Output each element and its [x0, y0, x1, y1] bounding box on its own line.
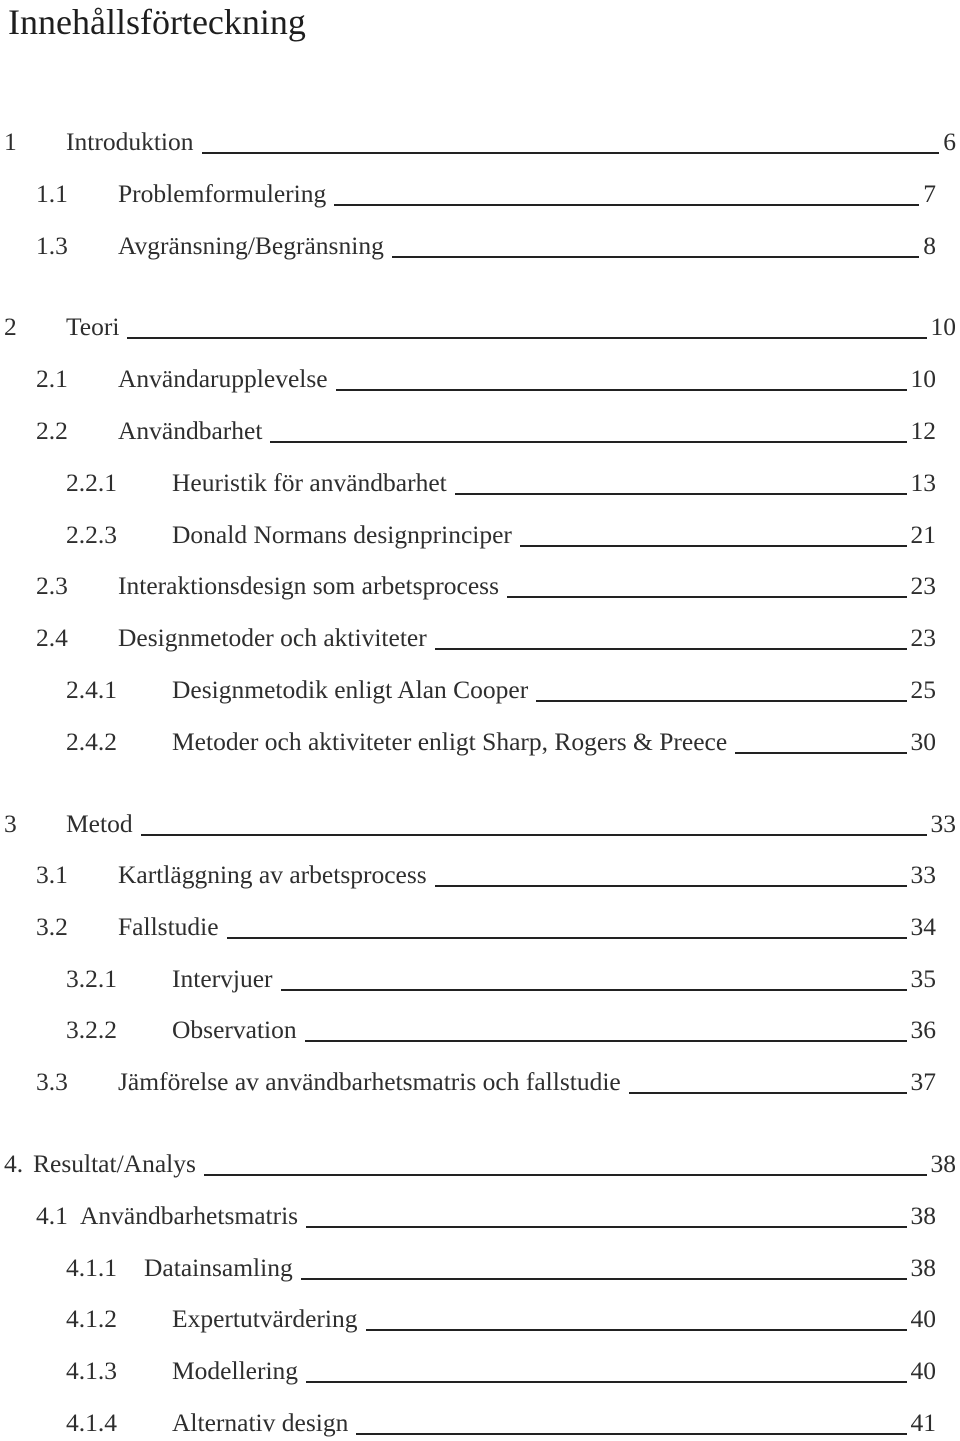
toc-entry[interactable]	[0, 961, 960, 997]
toc-entry-page-number: 23	[910, 571, 936, 600]
toc-leader-line	[301, 1278, 907, 1280]
toc-entry-page-number: 25	[910, 675, 936, 704]
toc-entry-title: Metoder och aktiviteter enligt Sharp, Rogers & Preece	[172, 727, 728, 756]
toc-entry-page-number: 38	[910, 1253, 936, 1282]
toc-entry-page-number: 41	[910, 1408, 936, 1437]
toc-entry-title: Expertutvärdering	[172, 1304, 358, 1333]
toc-entry-title: Problemformulering	[118, 179, 327, 208]
toc-leader-line	[306, 1226, 906, 1228]
toc-entry[interactable]	[0, 672, 960, 708]
toc-entry-title: Interaktionsdesign som arbetsprocess	[118, 571, 499, 600]
toc-entry-page-number: 30	[910, 727, 936, 756]
toc-entry[interactable]	[0, 1198, 960, 1234]
toc-leader-line	[629, 1092, 907, 1094]
toc-leader-line	[204, 1174, 927, 1176]
toc-leader-line	[536, 700, 906, 702]
toc-entry-number: 4.	[4, 1149, 24, 1178]
toc-entry-title: Donald Normans designprinciper	[172, 520, 512, 549]
toc-entry-title: Intervjuer	[172, 964, 273, 993]
toc-entry-page-number: 8	[923, 231, 936, 260]
toc-leader-line	[281, 989, 907, 991]
toc-leader-line	[455, 493, 907, 495]
toc-entry[interactable]	[0, 1146, 960, 1182]
toc-entry[interactable]	[0, 1405, 960, 1441]
toc-entry-page-number: 38	[910, 1201, 936, 1230]
toc-entry-title: Teori	[66, 312, 120, 341]
toc-entry-title: Datainsamling	[144, 1253, 293, 1282]
toc-entry[interactable]	[0, 1301, 960, 1337]
toc-entry-number: 2.3	[36, 571, 68, 600]
toc-entry-page-number: 12	[910, 416, 936, 445]
toc-leader-line	[392, 256, 919, 258]
toc-entry[interactable]	[0, 413, 960, 449]
toc-leader-line	[507, 596, 907, 598]
toc-entry-number: 2.2	[36, 416, 68, 445]
toc-leader-line	[366, 1329, 907, 1331]
toc-leader-line	[306, 1381, 906, 1383]
toc-entry-title: Jämförelse av användbarhetsmatris och fallstudie	[118, 1067, 621, 1096]
toc-entry[interactable]	[0, 806, 960, 842]
toc-entry-page-number: 23	[910, 623, 936, 652]
toc-entry-number: 3.2	[36, 912, 68, 941]
toc-leader-line	[202, 152, 940, 154]
toc-entry-title: Observation	[172, 1015, 297, 1044]
toc-entry-page-number: 7	[923, 179, 936, 208]
toc-leader-line	[435, 885, 907, 887]
toc-entry-page-number: 36	[910, 1015, 936, 1044]
toc-leader-line	[336, 389, 907, 391]
toc-leader-line	[356, 1433, 906, 1435]
toc-entry-number: 4.1	[36, 1201, 68, 1230]
toc-entry-page-number: 37	[910, 1067, 936, 1096]
toc-entry[interactable]	[0, 724, 960, 760]
toc-entry[interactable]	[0, 620, 960, 656]
toc-entry-title: Metod	[66, 809, 133, 838]
toc-entry-title: Modellering	[172, 1356, 299, 1385]
toc-entry[interactable]	[0, 309, 960, 345]
toc-entry-title: Användbarhet	[118, 416, 263, 445]
toc-entry-number: 4.1.2	[66, 1304, 117, 1333]
toc-entry-title: Designmetodik enligt Alan Cooper	[172, 675, 529, 704]
toc-entry-number: 3.3	[36, 1067, 68, 1096]
toc-leader-line	[735, 752, 906, 754]
toc-entry-page-number: 13	[910, 468, 936, 497]
toc-entry-title: Designmetoder och aktiviteter	[118, 623, 427, 652]
toc-entry[interactable]	[0, 1250, 960, 1286]
page-title: Innehållsförteckning	[8, 2, 306, 42]
toc-leader-line	[270, 441, 906, 443]
toc-entry-number: 3.1	[36, 860, 68, 889]
toc-entry-page-number: 33	[930, 809, 956, 838]
toc-entry[interactable]	[0, 361, 960, 397]
toc-entry-number: 4.1.3	[66, 1356, 117, 1385]
toc-entry-title: Alternativ design	[172, 1408, 349, 1437]
toc-entry[interactable]	[0, 176, 960, 212]
toc-entry-number: 2.4.2	[66, 727, 117, 756]
toc-entry-number: 3.2.1	[66, 964, 117, 993]
toc-entry[interactable]	[0, 909, 960, 945]
toc-entry-number: 3	[4, 809, 17, 838]
toc-entry-page-number: 6	[943, 127, 956, 156]
toc-leader-line	[435, 648, 907, 650]
toc-entry-page-number: 21	[910, 520, 936, 549]
toc-entry-page-number: 10	[910, 364, 936, 393]
toc-entry-title: Kartläggning av arbetsprocess	[118, 860, 427, 889]
toc-leader-line	[520, 545, 907, 547]
toc-entry[interactable]	[0, 568, 960, 604]
toc-entry-title: Resultat/Analys	[33, 1149, 196, 1178]
toc-entry-number: 2.2.1	[66, 468, 117, 497]
toc-entry-title: Introduktion	[66, 127, 194, 156]
toc-leader-line	[334, 204, 919, 206]
toc-entry[interactable]	[0, 228, 960, 264]
toc-entry-number: 2	[4, 312, 17, 341]
toc-entry-page-number: 33	[910, 860, 936, 889]
toc-entry[interactable]	[0, 857, 960, 893]
toc-entry-number: 2.2.3	[66, 520, 117, 549]
toc-entry[interactable]	[0, 1012, 960, 1048]
toc-entry-number: 4.1.1	[66, 1253, 117, 1282]
toc-entry-title: Fallstudie	[118, 912, 219, 941]
toc-entry-page-number: 40	[910, 1304, 936, 1333]
toc-entry-page-number: 34	[910, 912, 936, 941]
toc-entry-number: 1.1	[36, 179, 68, 208]
toc-entry-page-number: 10	[930, 312, 956, 341]
toc-entry-number: 1	[4, 127, 17, 156]
toc-entry[interactable]	[0, 517, 960, 553]
toc-entry-page-number: 38	[930, 1149, 956, 1178]
toc-entry-title: Användarupplevelse	[118, 364, 328, 393]
toc-leader-line	[141, 834, 927, 836]
toc-entry-title: Användbarhetsmatris	[80, 1201, 299, 1230]
toc-entry-title: Avgränsning/Begränsning	[118, 231, 384, 260]
toc-entry-number: 2.4.1	[66, 675, 117, 704]
toc-leader-line	[305, 1040, 907, 1042]
toc-entry-number: 2.1	[36, 364, 68, 393]
toc-entry-number: 3.2.2	[66, 1015, 117, 1044]
toc-entry[interactable]	[0, 465, 960, 501]
toc-entry-page-number: 35	[910, 964, 936, 993]
toc-entry[interactable]	[0, 1353, 960, 1389]
toc-entry-page-number: 40	[910, 1356, 936, 1385]
toc-entry[interactable]	[0, 124, 960, 160]
toc-leader-line	[227, 937, 907, 939]
toc-entry-number: 2.4	[36, 623, 68, 652]
toc-entry-title: Heuristik för användbarhet	[172, 468, 447, 497]
toc-leader-line	[127, 337, 926, 339]
toc-entry-number: 1.3	[36, 231, 68, 260]
toc-entry[interactable]	[0, 1064, 960, 1100]
toc-entry-number: 4.1.4	[66, 1408, 117, 1437]
